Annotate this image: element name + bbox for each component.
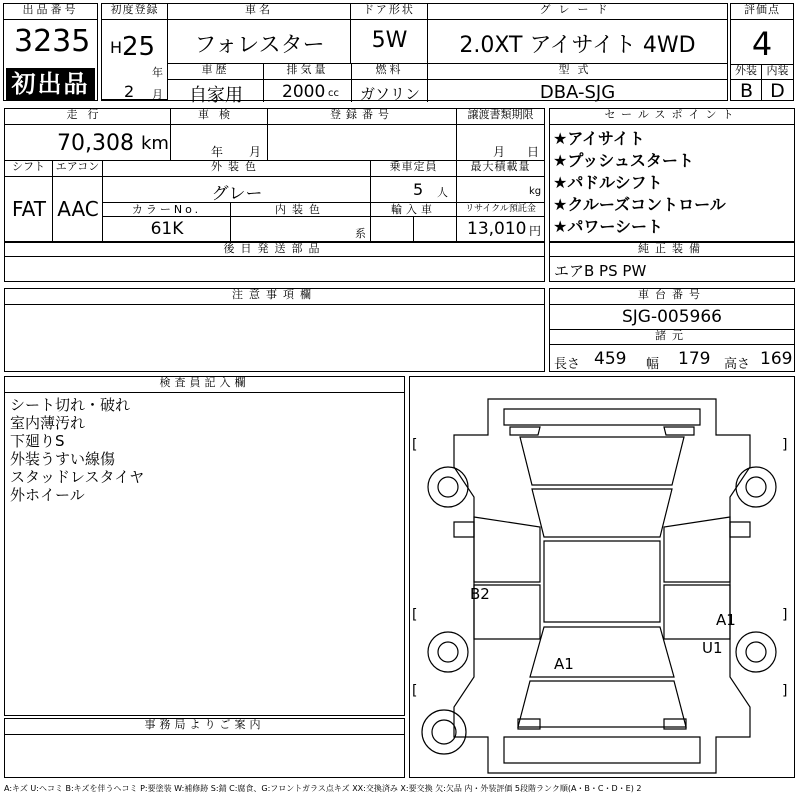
color-no-value: 61K	[150, 219, 184, 239]
exterior-label: 外装	[731, 64, 762, 80]
shift-label: シフト	[5, 161, 53, 177]
car-diagram-svg	[410, 377, 794, 777]
import-label: 輸入車	[371, 203, 457, 217]
vehicle-details	[4, 108, 545, 242]
history-label: 車歴	[168, 64, 264, 80]
interior-color-unit: 系	[355, 227, 366, 240]
inspector-box	[4, 376, 405, 716]
diagram-bracket: ]	[782, 607, 788, 623]
mileage-value: 70,308	[57, 131, 134, 156]
year-unit: 年	[152, 66, 163, 79]
sales-point-item: ★プッシュスタート	[553, 151, 694, 170]
car-name-label: 車名	[168, 4, 351, 20]
capacity-unit: 人	[437, 186, 448, 199]
header-grid	[101, 3, 728, 106]
inspection-month-unit: 月	[249, 145, 262, 159]
year-value: 25	[122, 32, 156, 62]
ac-label: エアコン	[53, 161, 103, 177]
sales-point-title: セールスポイント	[550, 109, 794, 125]
first-listing-badge: 初出品	[6, 68, 95, 100]
score-value: 4	[751, 25, 773, 63]
car-name-value: フォレスター	[194, 33, 325, 58]
history-value: 自家用	[189, 85, 243, 106]
mileage-unit: km	[141, 133, 169, 154]
score-label: 評価点	[731, 4, 793, 20]
grade-label: グレード	[428, 4, 727, 20]
interior-value: D	[770, 80, 785, 102]
chassis-number: SJG-005966	[621, 307, 722, 327]
sales-point-list	[553, 128, 726, 238]
color-value: グレー	[211, 184, 263, 204]
diagram-bracket: ]	[782, 437, 788, 453]
lot-number: 3235	[14, 24, 91, 59]
height-value: 169	[760, 349, 793, 369]
score-box	[730, 3, 794, 101]
capacity-value: 5	[413, 180, 424, 199]
lot-label: 出品番号	[4, 4, 97, 20]
capacity-label: 乗車定員	[371, 161, 457, 177]
displacement-value: 2000	[282, 82, 326, 102]
length-label: 長さ	[554, 357, 581, 372]
equipment-box	[549, 242, 795, 282]
mileage-label: 走行	[5, 109, 171, 125]
equipment-title: 純正装備	[550, 242, 794, 257]
diagram-bracket: ]	[782, 683, 788, 699]
sales-point-item: ★クルーズコントロール	[553, 195, 726, 214]
inspector-note: 外装うすい線傷	[10, 450, 116, 468]
color-no-label: カラーNo.	[103, 203, 231, 217]
recycle-label: リサイクル預託金	[457, 203, 544, 217]
later-parts-label: 後日発送部品	[5, 242, 544, 257]
door-value: 5W	[371, 28, 408, 53]
length-value: 459	[594, 349, 627, 369]
month-value: 2	[124, 82, 135, 101]
exterior-value: B	[739, 80, 754, 102]
inspection-year-unit: 年	[211, 145, 224, 159]
height-label: 高さ	[724, 357, 751, 372]
diagram-bracket: [	[412, 437, 418, 453]
sales-point-item: ★パワーシート	[553, 217, 664, 236]
fuel-label: 燃料	[352, 64, 428, 80]
reg-number-label: 登録番号	[268, 109, 457, 125]
inspector-title: 検査員記入欄	[5, 377, 404, 393]
sales-point-item: ★アイサイト	[553, 129, 645, 148]
damage-mark: B2	[470, 585, 490, 603]
equipment-value: エアB PS PW	[554, 262, 647, 280]
door-label: ドア形状	[351, 4, 428, 20]
era-value: H	[110, 38, 123, 57]
shift-value: FAT	[11, 197, 46, 221]
recycle-unit: 円	[529, 224, 542, 238]
interior-color-cell	[231, 217, 371, 241]
width-value: 179	[678, 349, 711, 369]
car-diagram-box	[409, 376, 795, 778]
diagram-bracket: [	[412, 607, 418, 623]
office-title: 事務局よりご案内	[5, 719, 404, 735]
first-reg-label: 初度登録	[102, 4, 168, 20]
inspector-note: 室内薄汚れ	[10, 414, 86, 432]
legend-text: A:キズ U:ヘコミ B:キズを伴うヘコミ P:要塗装 W:補修跡 S:錆 C:腐食、G:フロントガラス点キズ XX:交換済み X:要交換 欠:欠品 内・外装評価 5段階ランク順(A・B・C・D・E) 2	[4, 784, 642, 793]
month-unit: 月	[152, 88, 163, 101]
inspector-notes	[10, 396, 144, 504]
model-label: 型式	[428, 64, 727, 80]
header-section	[3, 3, 794, 106]
model-value: DBA-SJG	[539, 82, 616, 103]
inspection-label: 車検	[171, 109, 268, 125]
notes-box	[4, 288, 545, 372]
damage-mark: A1	[716, 611, 736, 629]
fuel-value: ガソリン	[359, 85, 420, 103]
inspector-note: 外ホイール	[10, 486, 85, 504]
chassis-box	[549, 288, 795, 372]
import-cell-left	[371, 217, 414, 241]
displacement-unit: cc	[328, 88, 339, 99]
office-box	[4, 718, 405, 778]
damage-mark: U1	[702, 639, 723, 657]
notes-title: 注意事項欄	[5, 289, 544, 305]
ac-value: AAC	[57, 197, 99, 221]
transfer-label: 譲渡書類期限	[457, 109, 544, 125]
sales-point-box	[549, 108, 795, 242]
load-label: 最大積載量	[457, 161, 544, 177]
displacement-label: 排気量	[264, 64, 352, 80]
interior-color-label: 内装色	[231, 203, 371, 217]
inspector-note: 下廻りS	[10, 432, 65, 450]
recycle-value: 13,010	[467, 219, 527, 239]
reg-number-cell	[268, 125, 457, 161]
transfer-day-unit: 日	[527, 145, 540, 159]
damage-mark: A1	[554, 655, 574, 673]
color-label: 外装色	[103, 161, 371, 177]
import-cell-right	[414, 217, 457, 241]
later-parts-box	[4, 242, 545, 282]
inspector-note: シート切れ・破れ	[10, 396, 131, 414]
chassis-title: 車台番号	[550, 289, 794, 305]
width-label: 幅	[646, 357, 660, 372]
sales-point-item: ★パドルシフト	[553, 173, 663, 192]
grade-value: 2.0XT アイサイト 4WD	[459, 33, 696, 58]
load-unit: kg	[529, 186, 542, 197]
interior-label: 内装	[762, 64, 793, 80]
diagram-bracket: [	[412, 683, 418, 699]
lot-box	[3, 3, 98, 101]
inspector-note: スタッドレスタイヤ	[10, 468, 145, 486]
transfer-month-unit: 月	[493, 145, 506, 159]
spec-title: 諸元	[550, 329, 794, 345]
